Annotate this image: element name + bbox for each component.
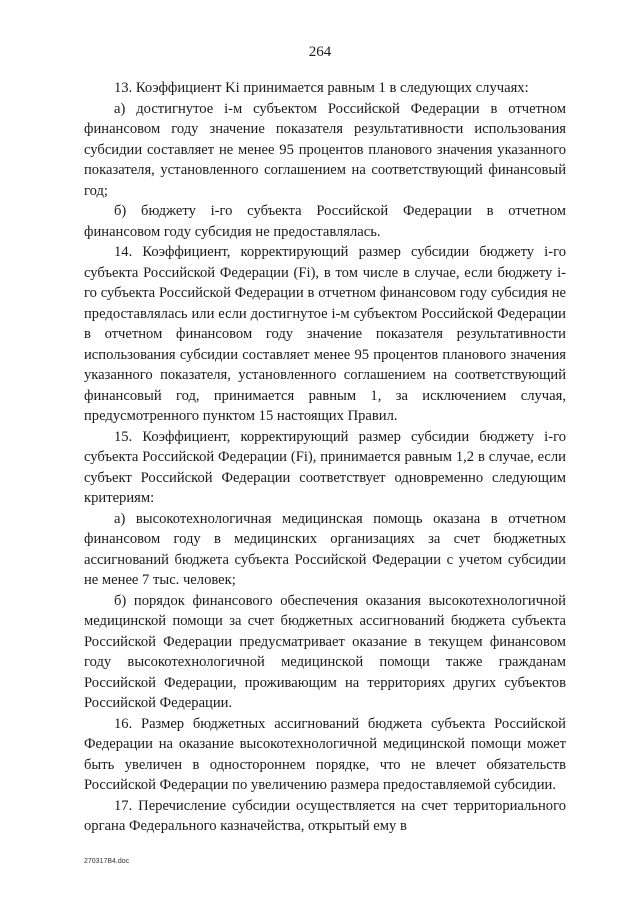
- paragraph-15a: а) высокотехнологичная медицинская помощь оказана в отчетном финансовом году в медицинских организациях за счет бюджетных ассигнований бюджета субъекта Российской Федерации с учетом субсидии не менее 7 тыс. человек;: [84, 510, 566, 588]
- paragraph-13b: б) бюджету i-го субъекта Российской Федерации в отчетном финансовом году субсидия не предоставлялась.: [84, 203, 566, 240]
- paragraph-14: 14. Коэффициент, корректирующий размер субсидии бюджету i-го субъекта Российской Федерации (Fi), в том числе в случае, если бюджету i-го субъекта Российской Федерации в отчетном финансовом году субсидия не предоставлялась или если достигнутое i-м субъектом Российской Федерации в отчетном финансовом году значение показателя результативности использования субсидии составляет менее 95 процентов планового значения указанного показателя, установленного соглашением на соответствующий финансовый год, принимается равным 1, за исключением случая, предусмотренного пунктом 15 настоящих Правил.: [84, 244, 566, 424]
- paragraph-13a: а) достигнутое i-м субъектом Российской Федерации в отчетном финансовом году значение показателя результативности использования субсидии составляет не менее 95 процентов планового значения указанного показателя, установленного соглашением на соответствующий финансовый год;: [84, 100, 566, 199]
- paragraph-15b: б) порядок финансового обеспечения оказания высокотехнологичной медицинской помощи за счет бюджетных ассигнований бюджета субъекта Российской Федерации предусматривает оказание в текущем финансовом году высокотехнологичной медицинской помощи также гражданам Российской Федерации, проживающим на территориях других субъектов Российской Федерации.: [84, 592, 566, 711]
- paragraph-17: 17. Перечисление субсидии осуществляется на счет территориального органа Федерального казначейства, открытый ему в: [84, 797, 566, 834]
- page-number: 264: [308, 44, 332, 60]
- document-body: [84, 78, 566, 837]
- paragraph-13: 13. Коэффициент Ki принимается равным 1 в следующих случаях:: [114, 80, 529, 96]
- footer-filename: 270317В4.doc: [84, 858, 130, 865]
- paragraph-15: 15. Коэффициент, корректирующий размер субсидии бюджету i-го субъекта Российской Федерации (Fi), принимается равным 1,2 в случае, если субъект Российской Федерации соответствует одновременно следующим критериям:: [84, 428, 566, 506]
- paragraph-16: 16. Размер бюджетных ассигнований бюджета субъекта Российской Федерации на оказание высокотехнологичной медицинской помощи может быть увеличен в одностороннем порядке, что не влечет обязательств Российской Федерации по увеличению размера предоставляемой субсидии.: [84, 715, 566, 793]
